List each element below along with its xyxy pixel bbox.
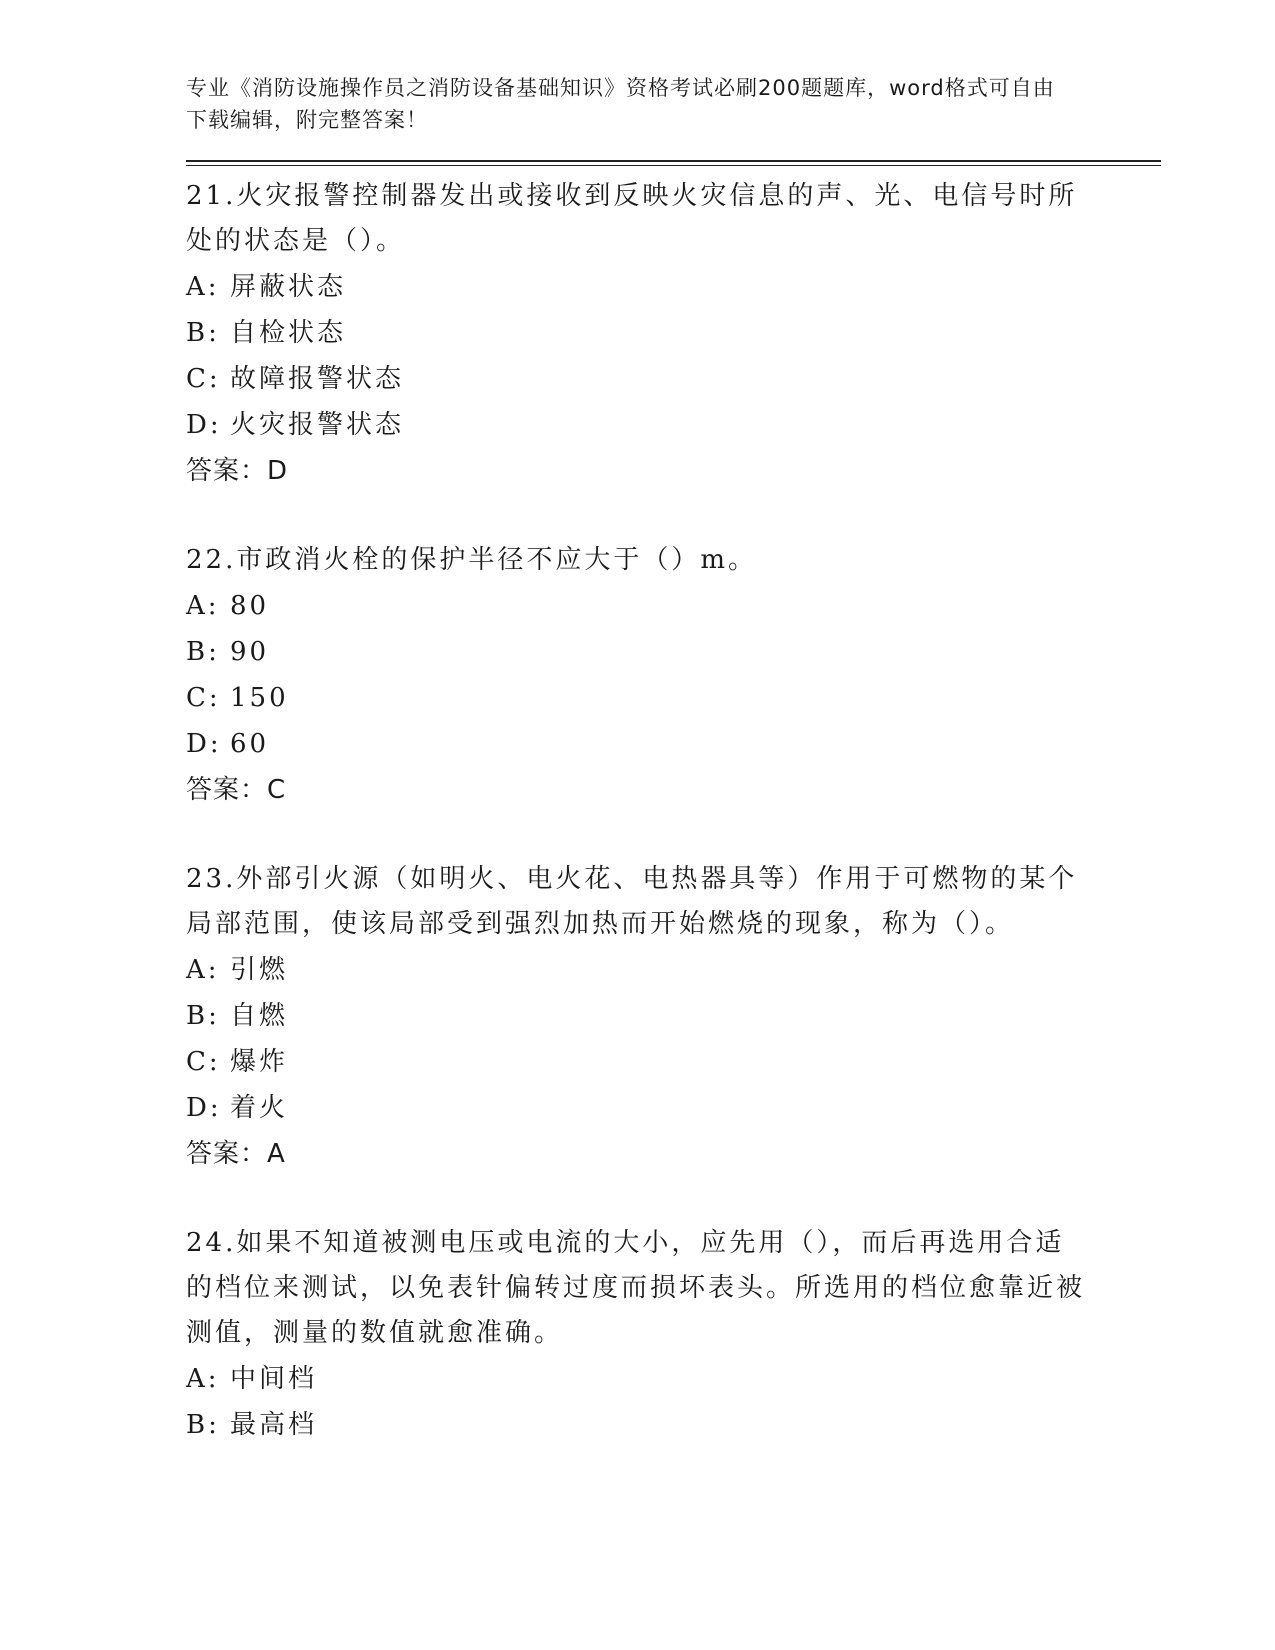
- question-22: [186, 538, 1161, 813]
- option-letter: C:: [186, 1047, 221, 1077]
- option-text: 自检状态: [230, 318, 347, 348]
- answer-line: 答案：A: [186, 1139, 286, 1169]
- option-text: 中间档: [230, 1364, 318, 1394]
- option-text: 屏蔽状态: [230, 272, 347, 302]
- question-list: [186, 174, 1161, 1448]
- option-b: [186, 993, 1161, 1039]
- option-letter: A:: [186, 1364, 220, 1394]
- option-letter: A:: [186, 591, 220, 621]
- option-letter: D:: [186, 1093, 222, 1123]
- document-header: 专业《消防设施操作员之消防设备基础知识》资格考试必刷200题题库，word格式可自由下载编辑，附完整答案！: [186, 76, 1055, 132]
- question-stem: 24.如果不知道被测电压或电流的大小，应先用（），而后再选用合适的档位来测试，以免表针偏转过度而损坏表头。所选用的档位愈靠近被测值，测量的数值就愈准确。: [186, 1228, 1086, 1348]
- option-b: [186, 629, 1161, 675]
- option-a: [186, 947, 1161, 993]
- answer-line: 答案：C: [186, 775, 287, 805]
- option-letter: A:: [186, 272, 220, 302]
- option-text: 自燃: [230, 1001, 289, 1031]
- answer-line: 答案：D: [186, 456, 289, 486]
- question-24: [186, 1221, 1161, 1448]
- option-b: [186, 1402, 1161, 1448]
- question-stem: 21.火灾报警控制器发出或接收到反映火灾信息的声、光、电信号时所处的状态是（）。: [186, 181, 1078, 256]
- option-text: 最高档: [230, 1410, 318, 1440]
- option-a: [186, 583, 1161, 629]
- option-c: [186, 1039, 1161, 1085]
- option-letter: B:: [186, 1001, 220, 1031]
- option-c: [186, 356, 1161, 402]
- option-c: [186, 675, 1161, 721]
- question-stem: 23.外部引火源（如明火、电火花、电热器具等）作用于可燃物的某个局部范围，使该局部受到强烈加热而开始燃烧的现象，称为（）。: [186, 864, 1078, 939]
- option-letter: B:: [186, 1410, 220, 1440]
- option-d: [186, 402, 1161, 448]
- option-letter: A:: [186, 955, 220, 985]
- option-a: [186, 1356, 1161, 1402]
- option-letter: C:: [186, 683, 221, 713]
- option-d: [186, 1085, 1161, 1131]
- option-text: 60: [230, 729, 270, 759]
- question-21: [186, 174, 1161, 494]
- option-letter: D:: [186, 410, 222, 440]
- option-text: 爆炸: [230, 1047, 289, 1077]
- option-text: 引燃: [230, 955, 289, 985]
- header-divider: [186, 160, 1161, 166]
- option-letter: B:: [186, 637, 220, 667]
- option-text: 80: [230, 591, 270, 621]
- option-letter: D:: [186, 729, 222, 759]
- option-text: 着火: [230, 1093, 289, 1123]
- option-text: 火灾报警状态: [230, 410, 405, 440]
- option-a: [186, 264, 1161, 310]
- option-b: [186, 310, 1161, 356]
- option-letter: C:: [186, 364, 221, 394]
- option-text: 150: [230, 683, 289, 713]
- question-stem: 22.市政消火栓的保护半径不应大于（）m。: [186, 545, 758, 575]
- document-page: [186, 72, 1161, 1492]
- option-letter: B:: [186, 318, 220, 348]
- option-text: 90: [230, 637, 270, 667]
- option-text: 故障报警状态: [230, 364, 405, 394]
- option-d: [186, 721, 1161, 767]
- question-23: [186, 857, 1161, 1177]
